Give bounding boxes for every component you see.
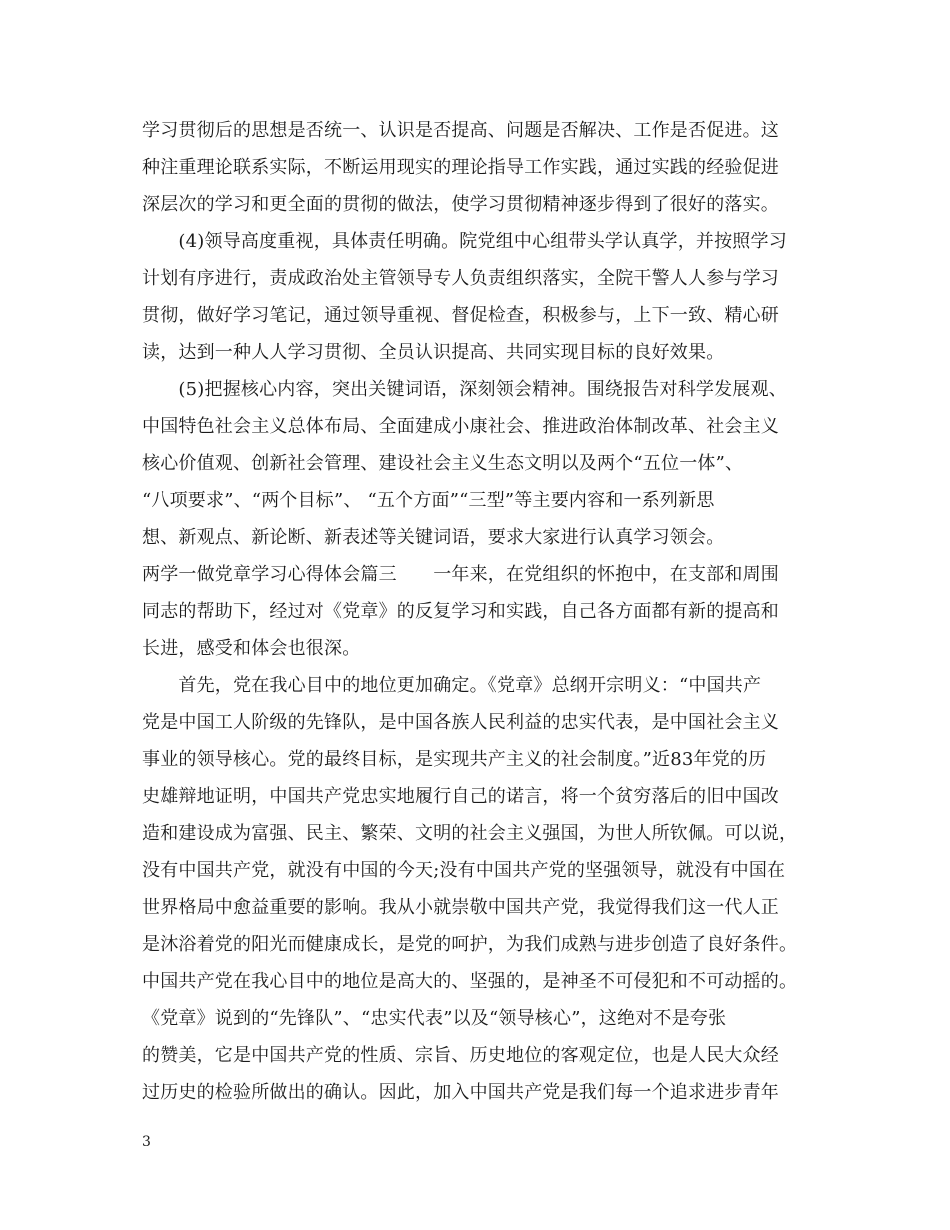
text-line: 长进，感受和体会也很深。 <box>142 638 361 659</box>
text-line: 造和建设成为富强、民主、繁荣、文明的社会主义强国，为世人所钦佩。可以说， <box>142 823 798 844</box>
text-line: 学习贯彻后的思想是否统一、认识是否提高、问题是否解决、工作是否促进。这 <box>142 120 779 141</box>
text-line: 深层次的学习和更全面的贯彻的做法，使学习贯彻精神逐步得到了很好的落实。 <box>142 194 779 215</box>
text-line: 种注重理论联系实际，不断运用现实的理论指导工作实践，通过实践的经验促进 <box>142 157 779 178</box>
text-line: 中国共产党在我心目中的地位是高大的、坚强的，是神圣不可侵犯和不可动摇的。 <box>142 971 798 992</box>
text-line: 世界格局中愈益重要的影响。我从小就崇敬中国共产党，我觉得我们这一代人正 <box>142 897 779 918</box>
text-line: 过历史的检验所做出的确认。因此，加入中国共产党是我们每一个追求进步青年 <box>142 1082 779 1103</box>
text-line: 贯彻，做好学习笔记，通过领导重视、督促检查，积极参与，上下一致、精心研 <box>142 305 779 326</box>
text-line: 中国特色社会主义总体布局、全面建成小康社会、推进政治体制改革、社会主义 <box>142 416 779 437</box>
text-line: 《党章》说到的“先锋队”、“忠实代表”以及“领导核心”，这绝对不是夸张 <box>142 1008 727 1029</box>
text-line: 是沐浴着党的阳光而健康成长，是党的呵护，为我们成熟与进步创造了良好条件。 <box>142 934 798 955</box>
text-line: 没有中国共产党，就没有中国的今天;没有中国共产党的坚强领导，就没有中国在 <box>142 860 786 881</box>
text-line: “八项要求”、“两个目标”、 “五个方面”“三型”等主要内容和一系列新思 <box>142 490 715 511</box>
text-line: 核心价值观、创新社会管理、建设社会主义生态文明以及两个“五位一体”、 <box>142 453 744 474</box>
text-line: 首先，党在我心目中的地位更加确定。《党章》总纲开宗明义：“中国共产 <box>142 675 762 696</box>
text-line: 的赞美，它是中国共产党的性质、宗旨、历史地位的客观定位，也是人民大众经 <box>142 1045 779 1066</box>
text-line: 读，达到一种人人学习贯彻、全员认识提高、共同实现目标的良好效果。 <box>142 342 725 363</box>
text-line: 计划有序进行，责成政治处主管领导专人负责组织落实，全院干警人人参与学习 <box>142 268 779 289</box>
text-line: 想、新观点、新论断、新表述等关键词语，要求大家进行认真学习领会。 <box>142 527 725 548</box>
text-line: 事业的领导核心。党的最终目标，是实现共产主义的社会制度。”近83年党的历 <box>142 749 767 770</box>
text-line: 史雄辩地证明，中国共产党忠实地履行自己的诺言，将一个贫穷落后的旧中国改 <box>142 786 779 807</box>
text-line: (4)领导高度重视，具体责任明确。院党组中心组带头学认真学，并按照学习 <box>142 231 787 252</box>
text-line: 同志的帮助下，经过对《党章》的反复学习和实践，自己各方面都有新的提高和 <box>142 601 779 622</box>
text-line: 党是中国工人阶级的先锋队，是中国各族人民利益的忠实代表，是中国社会主义 <box>142 712 779 733</box>
text-line: (5)把握核心内容，突出关键词语，深刻领会精神。围绕报告对科学发展观、 <box>142 379 787 400</box>
section-heading-line: 两学一做党章学习心得体会篇三 一年来，在党组织的怀抱中，在支部和周围 <box>142 564 779 585</box>
page-number: 3 <box>142 1134 151 1150</box>
body-text <box>142 112 822 1111</box>
